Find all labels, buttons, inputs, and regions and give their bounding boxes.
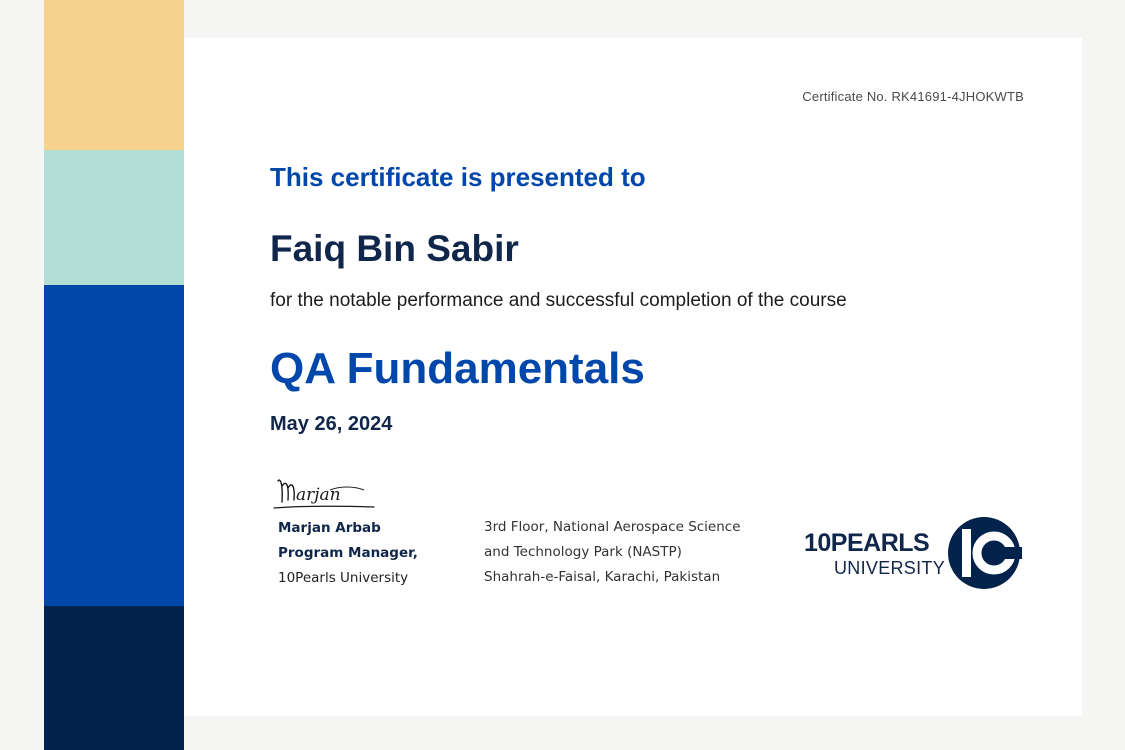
completion-statement: for the notable performance and successful completion of the course <box>270 290 847 311</box>
signatory-organization: 10Pearls University <box>278 570 409 586</box>
address-block <box>484 515 741 590</box>
decorative-stripe-yellow <box>44 0 184 150</box>
logo-subtitle: UNIVERSITY <box>834 558 946 578</box>
certificate-card <box>184 38 1082 716</box>
logo-mark-icon <box>946 515 1022 591</box>
course-title: QA Fundamentals <box>270 344 645 393</box>
decorative-stripe-blue <box>44 285 184 606</box>
decorative-stripe-mint <box>44 150 184 285</box>
decorative-stripe-navy <box>44 606 184 750</box>
signatory-block <box>278 516 418 591</box>
signatory-name: Marjan Arbab <box>278 520 381 536</box>
signatory-title: Program Manager, <box>278 545 418 561</box>
presented-heading: This certificate is presented to <box>270 162 646 192</box>
logo-wordmark: 10PEARLS <box>804 529 930 557</box>
university-logo <box>804 513 1024 591</box>
svg-text:arjan: arjan <box>296 485 341 505</box>
recipient-name: Faiq Bin Sabir <box>270 228 519 269</box>
address-line-1: 3rd Floor, National Aerospace Science <box>484 519 741 535</box>
completion-date: May 26, 2024 <box>270 413 393 435</box>
signature-icon <box>270 472 378 514</box>
certificate-number: Certificate No. RK41691-4JHOKWTB <box>802 89 1024 104</box>
address-line-2: and Technology Park (NASTP) <box>484 544 682 560</box>
address-line-3: Shahrah-e-Faisal, Karachi, Pakistan <box>484 569 721 585</box>
